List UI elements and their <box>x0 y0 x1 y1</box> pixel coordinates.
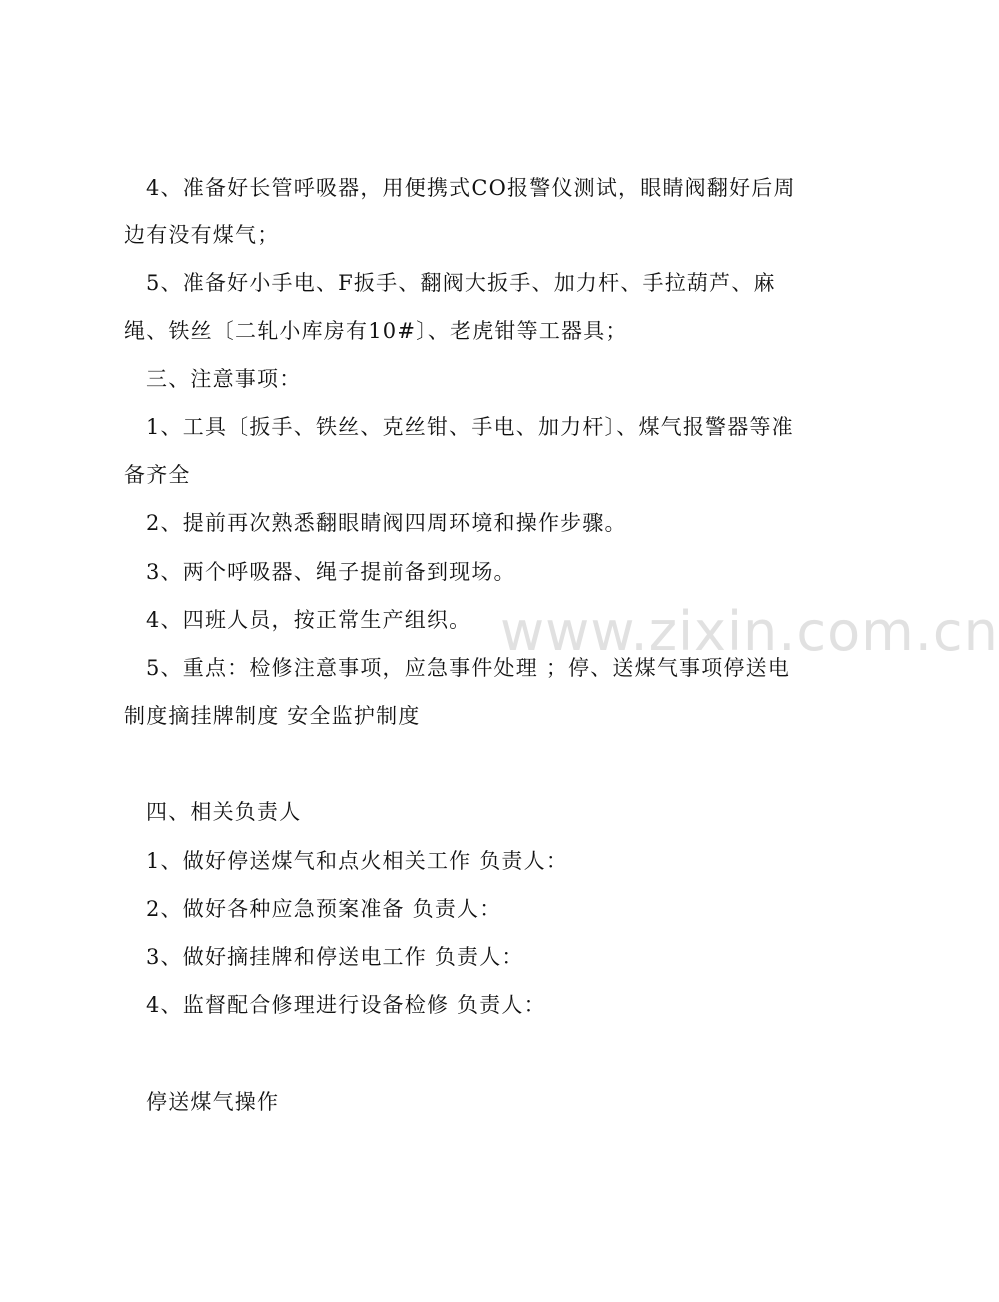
note-1-line-1: 1、工具〔扳手、铁丝、克丝钳、手电、加力杆〕、煤气报警器等准 <box>146 415 794 439</box>
responsible-1: 1、做好停送煤气和点火相关工作 负责人： <box>146 849 569 873</box>
note-1-line-2: 备齐全 <box>124 463 191 487</box>
note-5-line-1: 5、重点：检修注意事项，应急事件处理 ；停、送煤气事项停送电 <box>146 656 791 680</box>
section-heading-responsible: 四、相关负责人 <box>146 800 302 824</box>
note-2: 2、提前再次熟悉翻眼睛阀四周环境和操作步骤。 <box>146 511 627 535</box>
responsible-2: 2、做好各种应急预案准备 负责人： <box>146 897 502 921</box>
note-3: 3、两个呼吸器、绳子提前备到现场。 <box>146 560 516 584</box>
paragraph-5-line-2: 绳、铁丝〔二轧小库房有10#〕、老虎钳等工器具； <box>124 319 628 343</box>
responsible-3: 3、做好摘挂牌和停送电工作 负责人： <box>146 945 524 969</box>
note-5-line-2: 制度摘挂牌制度 安全监护制度 <box>124 704 421 728</box>
paragraph-5-line-1: 5、准备好小手电、F扳手、翻阀大扳手、加力杆、手拉葫芦、麻 <box>146 271 776 295</box>
section-heading-notes: 三、注意事项： <box>146 367 302 391</box>
note-4: 4、四班人员，按正常生产组织。 <box>146 608 472 632</box>
paragraph-4-line-1: 4、准备好长管呼吸器，用便携式CO报警仪测试，眼睛阀翻好后周 <box>146 176 796 200</box>
responsible-4: 4、监督配合修理进行设备检修 负责人： <box>146 993 546 1017</box>
watermark: www.zixin.com.cn <box>500 600 999 663</box>
paragraph-4-line-2: 边有没有煤气； <box>124 223 280 247</box>
section-heading-operation: 停送煤气操作 <box>146 1090 280 1114</box>
